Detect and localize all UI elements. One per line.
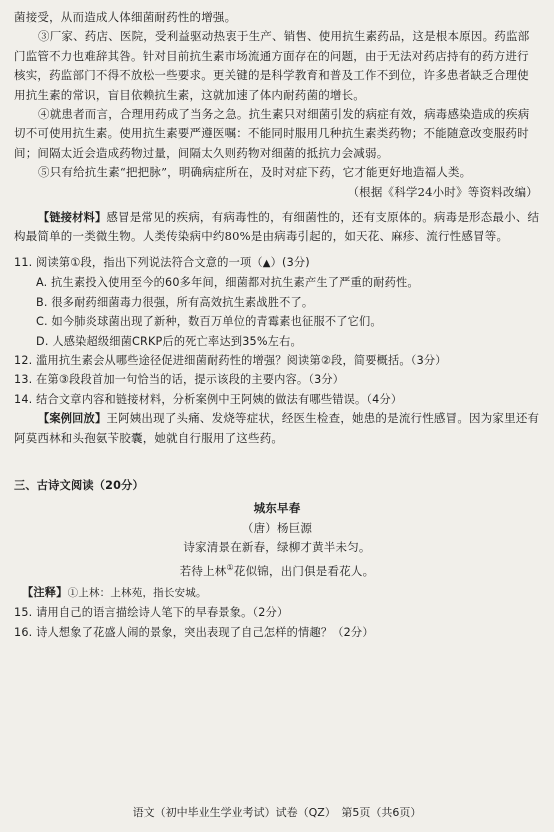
annotation-text: ①上林：上林苑，指长安城。 bbox=[67, 586, 207, 599]
question-13: 13. 在第③段段首加一句恰当的话，提示该段的主要内容。（3分） bbox=[14, 373, 345, 387]
paragraph-continued: 菌接受，从而造成人体细菌耐药性的增强。 bbox=[14, 10, 237, 24]
annotation-label: 【注释】 bbox=[22, 585, 68, 599]
option-b: B. 很多耐药细菌毒力很强，所有高效抗生素战胜不了。 bbox=[36, 295, 314, 309]
paragraph-5: ⑤只有给抗生素“把把脉”，明确病症所在，及时对症下药，它才能更好地造福人类。 bbox=[38, 165, 472, 180]
section-3-heading: 三、古诗文阅读（20分） bbox=[14, 478, 144, 492]
question-15: 15. 请用自己的语言描绘诗人笔下的早春景象。（2分） bbox=[14, 606, 289, 620]
poem-title: 城东早春 bbox=[253, 501, 301, 516]
option-c: C. 如今肺炎球菌出现了新种，数百万单位的青霉素也征服不了它们。 bbox=[36, 315, 382, 329]
paragraph-4: ④就患者而言，合理用药成了当务之急。抗生素只对细菌引发的病症有效，病毒感染造成的疾病切不可使用抗生素。使用抗生素要严遵医嘱：不能同时服用几种抗生素类药物；不能随意改变服药时间；间隔太近会造成药物过量，间隔太久则药物对细菌的抵抗力会减弱。 bbox=[14, 107, 530, 160]
link-material-text: 感冒是常见的疾病，有病毒性的，有细菌性的，还有支原体的。病毒是形态最小、结构最简单的一类微生物。人类传染病中约80%是由病毒引起的，如天花、麻疹、流行性感冒等。 bbox=[14, 210, 540, 244]
case-review bbox=[14, 409, 540, 448]
question-12: 12. 滥用抗生素会从哪些途径促进细菌耐药性的增强？阅读第②段，简要概括。（3分） bbox=[14, 353, 447, 367]
page-footer: 语文（初中毕业生学业考试）试卷（QZ） 第5页（共6页） bbox=[132, 806, 422, 819]
case-review-text: 王阿姨出现了头痛、发烧等症状，经医生检查，她患的是流行性感冒。因为家里还有阿莫西林和头孢氨苄胶囊，她就自行服用了这些药。 bbox=[14, 411, 540, 445]
poem-line-2-part-a: 若待上林 bbox=[179, 563, 227, 578]
link-material bbox=[14, 208, 540, 247]
question-14: 14. 结合文章内容和链接材料，分析案例中王阿姨的做法有哪些错误。（4分） bbox=[14, 392, 403, 406]
case-review-label: 【案例回放】 bbox=[38, 412, 107, 426]
paragraph-3: ③厂家、药店、医院，受利益驱动热衷于生产、销售、使用抗生素药品，这是根本原因。药监部门监管不力也难辞其咎。针对目前抗生素市场流通方面存在的问题，由于无法对药店持有的药方进行核实，药监部门不得不放松一些要求。更关键的是科学教育和普及工作不到位，许多患者缺乏合理使用抗生素的常识，盲目依赖抗生素，这就加速了体内耐药菌的增长。 bbox=[14, 29, 530, 102]
poem-annotation bbox=[14, 583, 540, 603]
question-16: 16. 诗人想象了花盛人闹的景象，突出表现了自己怎样的情趣？（2分） bbox=[14, 625, 374, 639]
poem-line-2-part-b: 花似锦，出门俱是看花人。 bbox=[233, 563, 375, 578]
poem-line-2 bbox=[14, 558, 540, 581]
option-a: A. 抗生素投入使用至今的60多年间，细菌都对抗生素产生了严重的耐药性。 bbox=[36, 276, 419, 290]
question-11 bbox=[14, 253, 540, 273]
question-11-points: ）(3分) bbox=[270, 255, 310, 269]
poem-note-mark: ① bbox=[226, 562, 234, 572]
answer-blank-triangle: ▲ bbox=[262, 257, 271, 269]
source-citation: （根据《科学24小时》等资料改编） bbox=[347, 184, 538, 199]
link-material-label: 【链接材料】 bbox=[38, 211, 107, 225]
question-11-stem: 11. 阅读第①段，指出下列说法符合文意的一项（ bbox=[14, 255, 263, 269]
option-d: D. 人感染超级细菌CRKP后的死亡率达到35%左右。 bbox=[36, 334, 302, 348]
poem-line-1: 诗家清景在新春，绿柳才黄半未匀。 bbox=[183, 540, 371, 555]
poem-author: （唐）杨巨源 bbox=[241, 520, 313, 535]
